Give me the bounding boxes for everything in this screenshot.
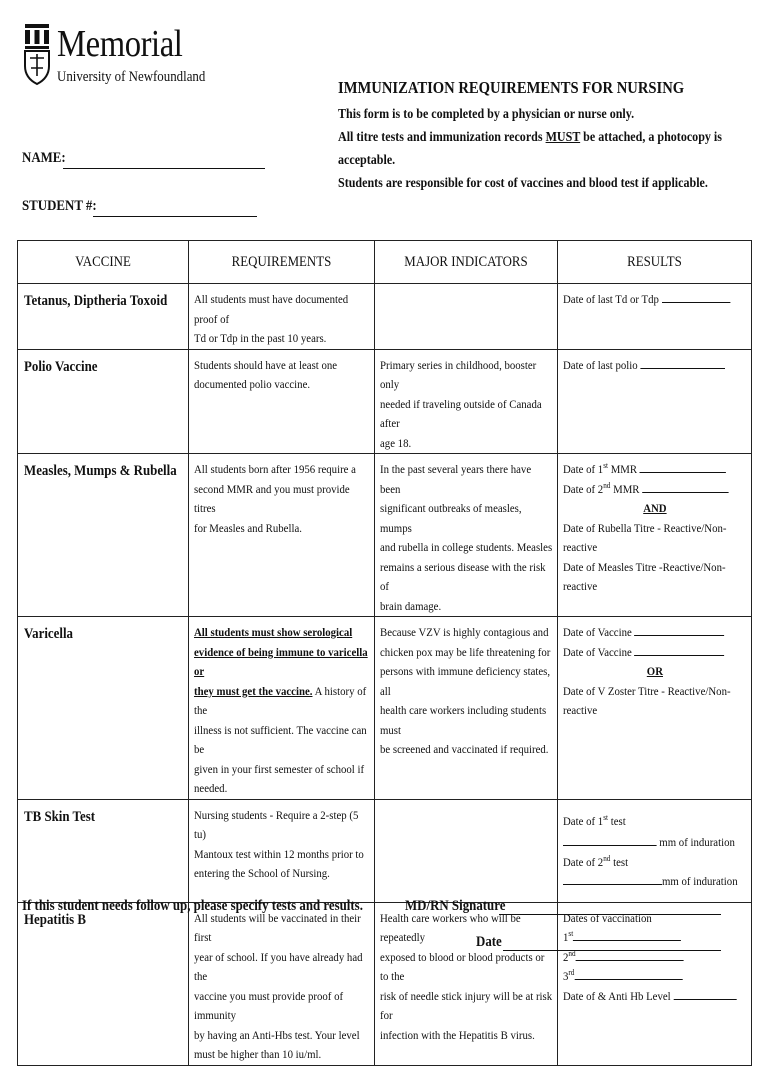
requirements-cell: Students should have at least one documented polio vaccine. <box>189 349 375 454</box>
indicators-cell <box>375 284 558 350</box>
signature-field[interactable] <box>499 914 721 915</box>
polio-date-field[interactable] <box>640 356 725 369</box>
table-row <box>18 349 752 454</box>
student-number-label: STUDENT #: <box>22 198 97 214</box>
table-header-row <box>18 241 752 284</box>
university-crest-icon <box>22 22 52 88</box>
results-cell: Date of 1st MMR Date of 2nd MMR AND Date of Rubella Titre - Reactive/Non-reactive Date of Measles Titre -Reactive/Non-reactive <box>558 454 752 617</box>
indicators-cell <box>375 799 558 902</box>
hep-b-dose-3-field[interactable] <box>574 967 682 980</box>
intro-line-3: acceptable. <box>338 153 396 168</box>
name-field[interactable] <box>63 168 265 169</box>
results-cell: Dates of vaccination 1st 2nd 3rd Date of & Anti Hb Level <box>558 902 752 1065</box>
requirements-cell: All students will be vaccinated in their first year of school. If you have already had the vaccine you must provide proof of immunity by having an Anti-Hbs test. Your level must be higher than 10 iu/ml. <box>189 902 375 1065</box>
requirements-cell: Nursing students - Require a 2-step (5 tu) Mantoux test within 12 months prior to entering the School of Nursing. <box>189 799 375 902</box>
requirements-cell: All students born after 1956 require a second MMR and you must provide titres for Measles and Rubella. <box>189 454 375 617</box>
results-cell: Date of last polio <box>558 349 752 454</box>
intro-line-4: Students are responsible for cost of vaccines and blood test if applicable. <box>338 176 708 191</box>
results-cell: Date of Vaccine Date of Vaccine OR Date of V Zoster Titre - Reactive/Non- reactive <box>558 617 752 800</box>
table-row <box>18 284 752 350</box>
vaccine-name: TB Skin Test <box>24 808 96 825</box>
vaccine-name: Measles, Mumps & Rubella <box>24 463 177 479</box>
indicators-cell: In the past several years there have been significant outbreaks of measles, mumps and rubella in college students. Measles remains a serious disease with the risk of brain damage. <box>375 454 558 617</box>
mmr-2-date-field[interactable] <box>642 480 728 493</box>
followup-instruction: If this student needs follow up, please specify tests and results. <box>22 898 363 914</box>
header-vaccine: VACCINE <box>18 241 189 284</box>
vaccine-name: Varicella <box>24 626 73 642</box>
requirements-cell: All students must show serological evidence of being immune to varicella or they must get the vaccine. A history of the illness is not sufficient. The vaccine can be given in your first semester of school if needed. <box>189 617 375 800</box>
indicators-cell: Primary series in childhood, booster only needed if traveling outside of Canada after age 18. <box>375 349 558 454</box>
table-row <box>18 617 752 800</box>
indicators-cell: Because VZV is highly contagious and chicken pox may be life threatening for persons with immune deficiency states, all health care workers including students must be screened and vaccinated if required. <box>375 617 558 800</box>
date-field[interactable] <box>503 950 721 951</box>
varicella-date-2-field[interactable] <box>634 643 724 656</box>
name-label: NAME: <box>22 150 66 166</box>
varicella-date-1-field[interactable] <box>634 623 724 636</box>
form-title: IMMUNIZATION REQUIREMENTS FOR NURSING <box>338 78 685 97</box>
mmr-1-date-field[interactable] <box>640 460 726 473</box>
tb-test-2-field[interactable] <box>563 872 662 885</box>
results-cell: Date of last Td or Tdp <box>558 284 752 350</box>
table-row <box>18 454 752 617</box>
date-label: Date <box>476 934 502 950</box>
logo-wordmark: Memorial <box>57 23 183 65</box>
vaccine-name: Polio Vaccine <box>24 358 98 375</box>
header-requirements: REQUIREMENTS <box>189 241 375 284</box>
student-number-field[interactable] <box>93 216 257 217</box>
vaccine-name: Tetanus, Diptheria Toxoid <box>24 293 168 309</box>
logo-subtitle: University of Newfoundland <box>57 69 206 85</box>
td-date-field[interactable] <box>662 290 730 303</box>
hep-b-dose-1-field[interactable] <box>573 928 681 941</box>
requirements-cell: All students must have documented proof of Td or Tdp in the past 10 years. <box>189 284 375 350</box>
intro-line-1: This form is to be completed by a physician or nurse only. <box>338 107 635 122</box>
vaccine-name: Hepatitis B <box>24 911 87 928</box>
tb-test-1-field[interactable] <box>563 833 657 846</box>
anti-hb-level-field[interactable] <box>673 987 736 1000</box>
results-cell: Date of 1st test mm of induration Date of 2nd test mm of induration <box>558 799 752 902</box>
table-row <box>18 902 752 1065</box>
header-results: RESULTS <box>558 241 752 284</box>
intro-line-2: All titre tests and immunization records MUST be attached, a photocopy is <box>338 130 722 145</box>
signature-label: MD/RN Signature <box>405 898 506 914</box>
header-major-indicators: MAJOR INDICATORS <box>375 241 558 284</box>
table-row <box>18 799 752 902</box>
indicators-cell: Health care workers who will be repeatedly exposed to blood or blood products or to the risk of needle stick injury will be at risk for infection with the Hepatitis B virus. <box>375 902 558 1065</box>
